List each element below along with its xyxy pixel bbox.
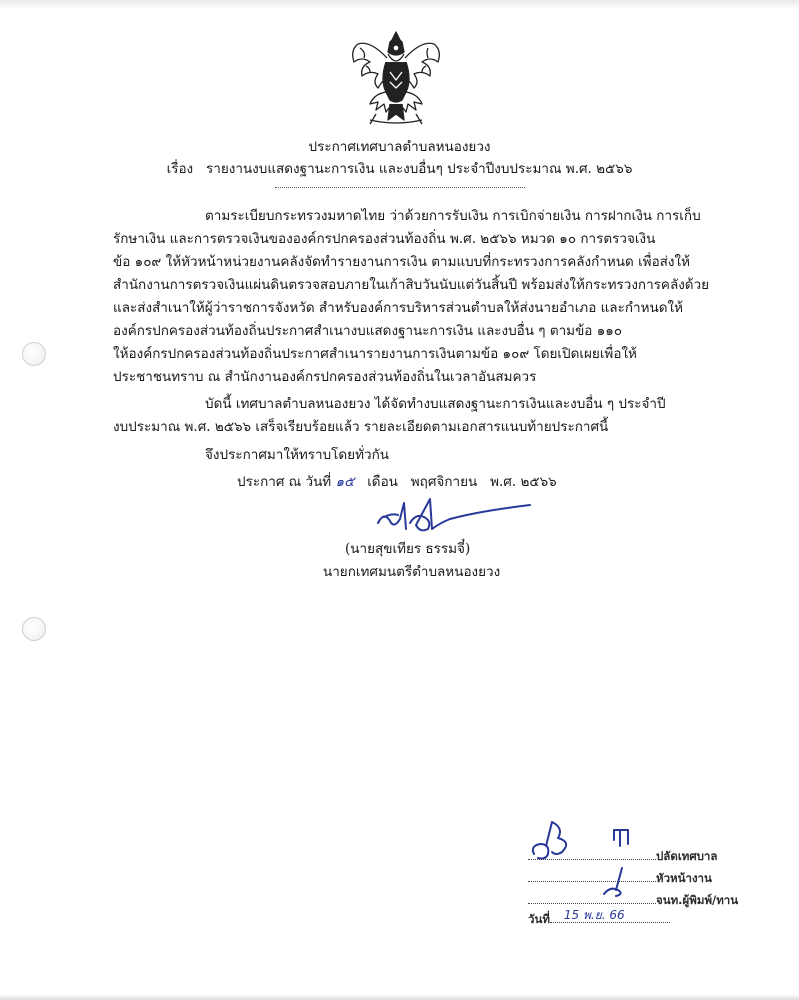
routing-head-label: หัวหน้างาน	[656, 871, 712, 885]
announce-month: พฤศจิกายน	[410, 474, 478, 490]
announce-month-label: เดือน	[367, 474, 398, 490]
paragraph-1-line-5: และส่งสำเนาให้ผู้ว่าราชการจังหวัด สำหรับองค์การบริหารส่วนตำบลให้ส่งนายอำเภอ และกำหนดให้	[113, 300, 683, 316]
announce-year: พ.ศ. ๒๕๖๖	[490, 474, 557, 490]
paragraph-1-line-6: องค์กรปกครองส่วนท้องถิ่นประกาศสำเนางบแสดงฐานะการเงิน และงบอื่น ๆ ตามข้อ ๑๑๐	[113, 323, 623, 339]
signatory-position: นายกเทศมนตรีตำบลหนองยวง	[323, 564, 501, 580]
routing-date-handwritten: 15 พ.ย. 66	[563, 908, 625, 922]
document-title: ประกาศเทศบาลตำบลหนองยวง	[308, 139, 491, 155]
routing-dots-2	[528, 871, 656, 882]
scan-top-edge	[0, 0, 799, 10]
paragraph-1-line-1: ตามระเบียบกระทรวงมหาดไทย ว่าด้วยการรับเงิน การเบิกจ่ายเงิน การฝากเงิน การเก็บ	[205, 208, 701, 224]
routing-dots-1	[528, 849, 656, 860]
paragraph-1-line-2: รักษาเงิน และการตรวจเงินขององค์กรปกครองส่วนท้องถิ่น พ.ศ. ๒๕๖๖ หมวด ๑๐ การตรวจเงิน	[113, 231, 656, 247]
paragraph-1-line-7: ให้องค์กรปกครองส่วนท้องถิ่นประกาศสำเนารายงานการเงินตามข้อ ๑๐๙ โดยเปิดเผยเพื่อให้	[113, 346, 637, 362]
routing-dots-4	[550, 908, 670, 923]
routing-dots-3	[528, 893, 656, 904]
routing-typist-label: จนท.ผู้พิมพ์/ทาน	[656, 893, 739, 907]
closing-statement: จึงประกาศมาให้ทราบโดยทั่วกัน	[205, 447, 389, 463]
routing-chief-label: ปลัดเทศบาล	[656, 849, 718, 863]
announce-day-handwritten: ๑๕	[335, 474, 355, 490]
paragraph-2-line-1: บัดนี้ เทศบาลตำบลหนองยวง ได้จัดทำงบแสดงฐานะการเงินและงบอื่น ๆ ประจำปี	[205, 396, 666, 412]
handwritten-signature	[370, 493, 535, 538]
routing-line-head	[528, 870, 712, 888]
punch-hole-bottom	[22, 617, 46, 641]
routing-date-label: วันที่	[528, 912, 550, 926]
routing-line-date	[528, 908, 670, 929]
announcement-date	[237, 471, 557, 494]
routing-line-chief	[528, 848, 717, 866]
document-subject	[0, 161, 799, 177]
paragraph-1-line-3: ข้อ ๑๐๙ ให้หัวหน้าหน่วยงานคลังจัดทำรายงานการเงิน ตามแบบที่กระทรวงการคลังกำหนด เพื่อส่งให้	[113, 254, 691, 270]
header-dotted-separator	[275, 187, 525, 188]
paragraph-2-line-2: งบประมาณ พ.ศ. ๒๕๖๖ เสร็จเรียบร้อยแล้ว รายละเอียดตามเอกสารแนบท้ายประกาศนี้	[113, 419, 609, 435]
scan-bottom-edge	[0, 994, 799, 1000]
paragraph-1-line-8: ประชาชนทราบ ณ สำนักงานองค์กรปกครองส่วนท้องถิ่นในเวลาอันสมควร	[113, 369, 537, 385]
announce-prefix: ประกาศ ณ วันที่	[237, 474, 332, 490]
routing-line-typist	[528, 892, 738, 910]
punch-hole-top	[22, 342, 46, 366]
garuda-emblem-icon	[340, 28, 452, 128]
signatory-name: (นายสุขเทียร ธรรมจี๋)	[345, 541, 471, 557]
subject-text: รายงานงบแสดงฐานะการเงิน และงบอื่นๆ ประจำปีงบประมาณ พ.ศ. ๒๕๖๖	[206, 161, 633, 177]
subject-label: เรื่อง	[166, 161, 194, 177]
paragraph-1-line-4: สำนักงานการตรวจเงินแผ่นดินตรวจสอบภายในเก้าสิบวันนับแต่วันสิ้นปี พร้อมส่งให้กระทรวงการคลังด้วย	[113, 277, 710, 293]
